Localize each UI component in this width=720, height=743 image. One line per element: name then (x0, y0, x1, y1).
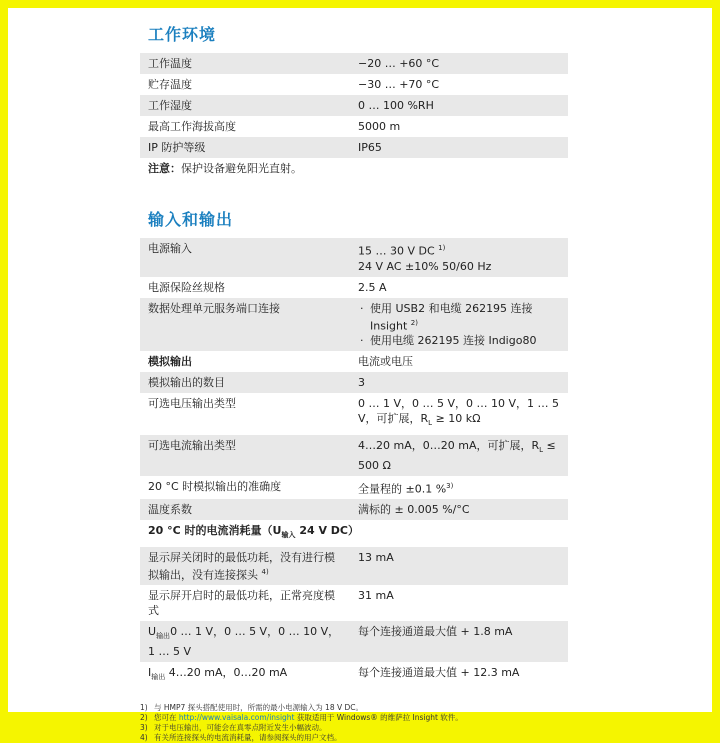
row-value: 5000 m (358, 120, 401, 133)
insight-link[interactable]: http://www.vaisala.com/insight (178, 712, 295, 722)
table-row (140, 116, 568, 137)
row-value: 电流或电压 (358, 355, 413, 369)
row-key: 可选电压输出类型 (148, 397, 236, 411)
row-key: 贮存温度 (148, 78, 192, 91)
row-value: 13 mA (350, 547, 568, 586)
row-value: 每个连接通道最大值 + 12.3 mA (358, 666, 520, 680)
row-value: −30 … +70 °C (358, 78, 440, 91)
row-key: 显示屏关闭时的最低功耗，没有进行模拟输出，没有连接探头 $^{4)}$ (140, 547, 350, 586)
row-value (350, 298, 568, 352)
io-table (140, 238, 568, 689)
table-row-subheading (140, 520, 568, 546)
row-key: 工作湿度 (140, 95, 350, 116)
note-label: 注意： (148, 162, 181, 175)
table-row-note (140, 158, 568, 179)
footnotes (140, 703, 570, 743)
row-key: 模拟输出的数目 (140, 372, 350, 393)
table-row (140, 435, 568, 476)
table-row (140, 476, 568, 500)
table-row (140, 585, 568, 621)
row-value: −20 … +60 °C (350, 53, 568, 74)
row-value: 31 mA (358, 589, 394, 603)
table-row (140, 95, 568, 116)
table-row (140, 53, 568, 74)
row-key: $I_{输出}$ 4…20 mA，0…20 mA (148, 666, 288, 682)
table-row (140, 547, 568, 586)
table-row (140, 137, 568, 158)
row-key: 显示屏开启时的最低功耗，正常亮度模式 (148, 589, 335, 618)
row-key: 电源输入 (140, 238, 350, 277)
table-row (140, 393, 568, 434)
table-row (140, 499, 568, 520)
row-value: 4…20 mA，0…20 mA，可扩展，$R_L \le 500$ Ω (350, 435, 568, 476)
consumption-heading: 20 °C 时的电流消耗量（$U_{输入}$ 24 V DC） (148, 524, 359, 540)
table-row (140, 372, 568, 393)
footnote: 2) 您可在 http://www.vaisala.com/insight 获取适用于 Windows® 的维萨拉 Insight 软件。 (140, 712, 463, 722)
row-value: 满标的 ± 0.005 %/°C (350, 499, 568, 520)
row-value: 15 … 30 V DC $^{1)}$ 24 V AC ±10% 50/60 Hz (350, 238, 568, 277)
row-key: IP 防护等级 (140, 137, 350, 158)
row-key: 20 °C 时模拟输出的准确度 (148, 479, 282, 493)
list-item: · 使用 USB2 和电缆 262195 连接 Insight $^{2)}$ (358, 301, 560, 334)
table-row (140, 662, 568, 688)
row-value: 2.5 A (358, 280, 387, 294)
row-value: 全量程的 ±0.1 %$^{3)}$ (358, 481, 454, 496)
list-item: · 使用电缆 262195 连接 Indigo80 (358, 333, 560, 348)
row-key: 最高工作海拔高度 (148, 120, 236, 133)
row-key: 模拟输出 (148, 355, 192, 369)
footnote: 1) 与 HMP7 探头搭配使用时，所需的最小电源输入为 18 V DC。 (140, 702, 364, 712)
row-key: 电源保险丝规格 (148, 280, 225, 294)
section-title-io: 输入和输出 (148, 210, 234, 229)
footnote: 3) 对于电压输出，可能会在真零点附近发生小幅波动。 (140, 722, 327, 732)
row-value: 3 (350, 372, 568, 393)
row-key: 工作温度 (140, 53, 350, 74)
table-row (140, 298, 568, 352)
row-value: 0 … 100 %RH (350, 95, 568, 116)
row-value: 每个连接通道最大值 + 1.8 mA (350, 621, 568, 662)
table-row (140, 621, 568, 662)
spec-page (140, 14, 575, 743)
table-row (140, 277, 568, 298)
row-key: 可选电流输出类型 (140, 435, 350, 476)
footnote: 4) 有关所连接探头的电流消耗量，请参阅探头的用户文档。 (140, 732, 342, 742)
environment-table (140, 53, 568, 179)
row-key: $U_{输出}0$ … 1 V，0 … 5 V，0 … 10 V，1 … 5 V (140, 621, 350, 662)
table-row (140, 238, 568, 277)
row-value: 0 … 1 V，0 … 5 V，0 … 10 V，1 … 5 V，可扩展，$R_L \ge 10$ kΩ (358, 397, 560, 428)
row-key: 温度系数 (140, 499, 350, 520)
note-text: 保护设备避免阳光直射。 (181, 162, 302, 175)
table-row (140, 74, 568, 95)
section-title-environment: 工作环境 (148, 25, 217, 44)
row-value: IP65 (350, 137, 568, 158)
row-key: 数据处理单元服务端口连接 (140, 298, 350, 352)
table-row (140, 351, 568, 372)
